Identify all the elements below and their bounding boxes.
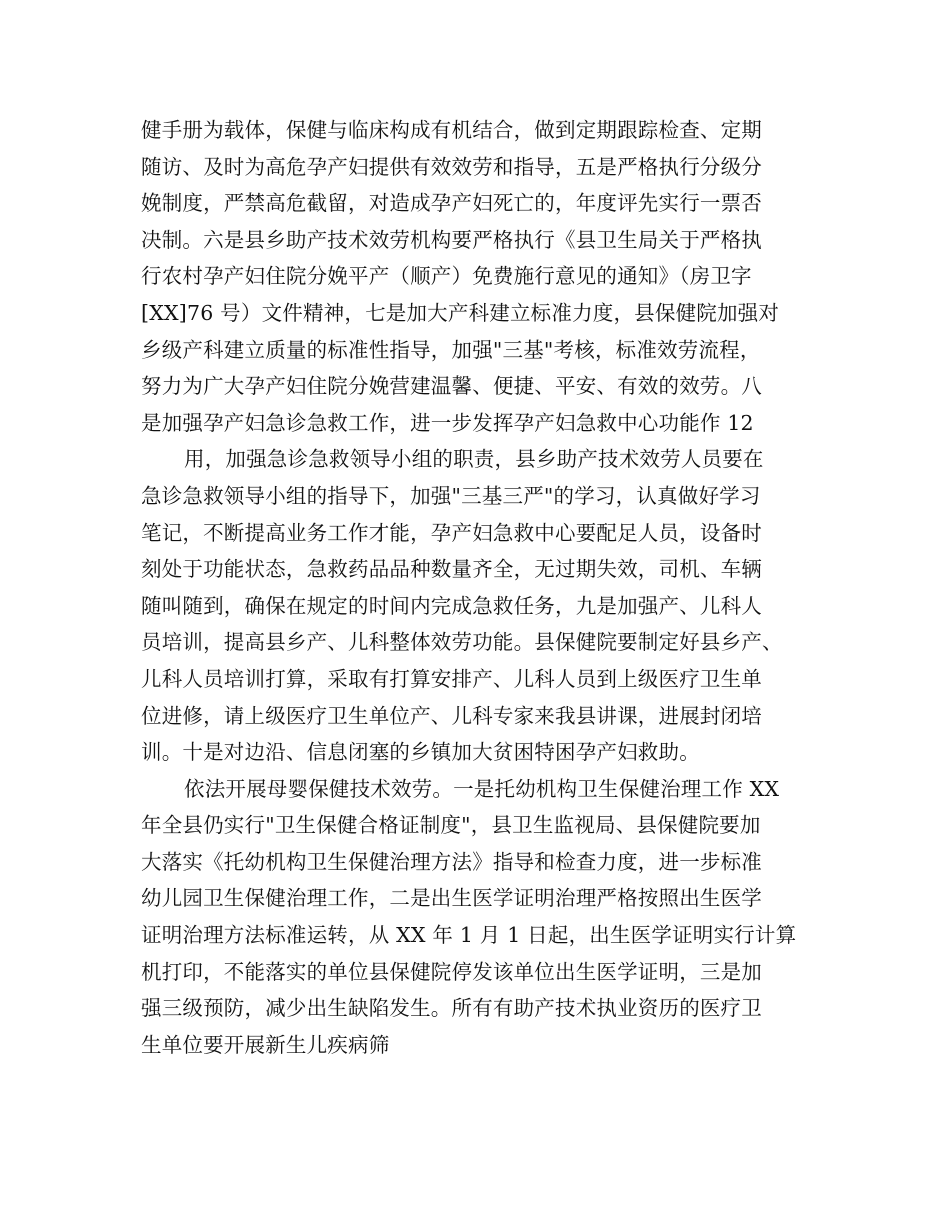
text-line: 强三级预防，减少出生缺陷发生。所有有助产技术执业资历的医疗卫: [141, 996, 762, 1021]
text-line: 努力为广大孕产妇住院分娩营建温馨、便捷、平安、有效的效劳。八: [141, 374, 762, 399]
text-line: 娩制度，严禁高危截留，对造成孕产妇死亡的，年度评先实行一票否: [141, 191, 762, 216]
text-line: 急诊急救领导小组的指导下，加强"三基三严"的学习，认真做好学习: [141, 483, 761, 508]
text-line: 随叫随到，确保在规定的时间内完成急救任务，九是加强产、儿科人: [141, 593, 762, 618]
text-line: 幼儿园卫生保健治理工作，二是出生医学证明治理严格按照出生医学: [141, 886, 762, 911]
text-line: 员培训，提高县乡产、儿科整体效劳功能。县保健院要制定好县乡产、: [141, 630, 783, 655]
text-line: 证明治理方法标准运转，从 XX 年 1 月 1 日起，出生医学证明实行计算: [141, 923, 797, 948]
text-line: 决制。六是县乡助产技术效劳机构要严格执行《县卫生局关于严格执: [141, 227, 762, 252]
paragraph-3: [141, 771, 813, 1064]
text-line: 大落实《托幼机构卫生保健治理方法》指导和检查力度，进一步标准: [141, 849, 762, 874]
paragraph-1: [141, 112, 813, 441]
text-line: 训。十是对边沿、信息闭塞的乡镇加大贫困特困孕产妇救助。: [141, 740, 700, 765]
text-line: 行农村孕产妇住院分娩平产（顺产）免费施行意见的通知》（房卫字: [141, 264, 752, 289]
text-line: 依法开展母婴保健技术效劳。一是托幼机构卫生保健治理工作 XX: [184, 776, 780, 801]
text-line: 位进修，请上级医疗卫生单位产、儿科专家来我县讲课，进展封闭培: [141, 703, 762, 728]
document-body: [141, 112, 813, 1063]
text-line: 乡级产科建立质量的标准性指导，加强"三基"考核，标准效劳流程，: [141, 337, 761, 362]
text-line: 健手册为载体，保健与临床构成有机结合，做到定期跟踪检查、定期: [141, 118, 762, 142]
paragraph-2: [141, 441, 813, 770]
text-line: 刻处于功能状态，急救药品品种数量齐全，无过期失效，司机、车辆: [141, 557, 762, 582]
text-line: [XX]76 号）文件精神，七是加大产科建立标准力度，县保健院加强对: [141, 300, 780, 325]
text-line: 是加强孕产妇急诊急救工作，进一步发挥孕产妇急救中心功能作 12: [141, 410, 754, 435]
text-line: 随访、及时为高危孕产妇提供有效效劳和指导，五是严格执行分级分: [141, 154, 762, 179]
text-line: 儿科人员培训打算，采取有打算安排产、儿科人员到上级医疗卫生单: [141, 666, 762, 691]
text-line: 生单位要开展新生儿疾病筛: [141, 1032, 390, 1057]
text-line: 笔记，不断提高业务工作才能，孕产妇急救中心要配足人员，设备时: [141, 520, 762, 545]
text-line: 机打印，不能落实的单位县保健院停发该单位出生医学证明，三是加: [141, 959, 762, 984]
text-line: 年全县仍实行"卫生保健合格证制度"，县卫生监视局、县保健院要加: [141, 813, 761, 838]
text-line: 用，加强急诊急救领导小组的职责，县乡助产技术效劳人员要在: [184, 447, 764, 472]
